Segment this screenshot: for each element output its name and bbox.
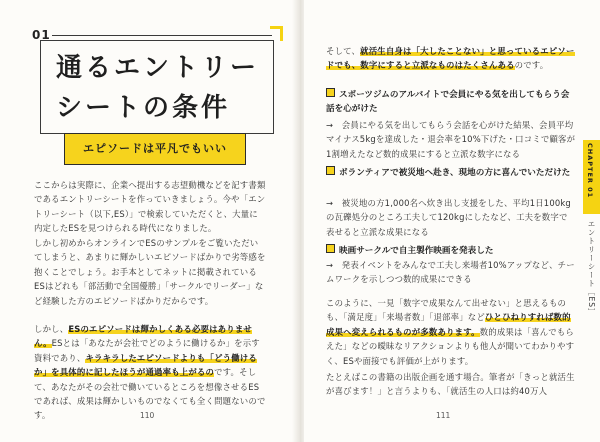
highlight-numbers: 就活生自身は「大したことない」と思っているエピソードでも、数字にすると立派なものはたくさんある [326, 46, 575, 71]
section-subhead: エピソードは平凡でもいい [64, 133, 246, 165]
chapter-side-label: エントリーシート［ES］ [587, 220, 596, 317]
highlight-how-you-work: キラキラしたエピソードよりも「どう働けるか」を具体的に記したほうが通過率も上がるの [34, 352, 257, 378]
point-1-body: → 会員にやる気を出してもらう会話を心がけた結果、会員平均マイナス5kgを達成した・退会率を10%下げた・口コミで顧客が1割増えたなど数的成果にすると立派な数字になる [326, 120, 576, 159]
page-number-left: 110 [140, 411, 155, 420]
right-paragraph-2: このように、一見「数字で成果なんて出せない」と思えるものも、「満足度」「来場者数」「退部率」などひとひねりすれば数的成果へ変えられるものが多数あります。数的成果は「喜んでもらえた」などの曖昧なリアクションよりも他人が聞いてわかりやすく、ESや面接でも評価が上がります。 [326, 298, 575, 366]
bullet-square-icon [326, 244, 335, 253]
point-2-body: → 被災地の方1,000名へ炊き出し支援をした、平均1日100kgの瓦礫処分のところ工夫して120kgにしたなど、工夫を数字で表せると立派な成果になる [326, 198, 571, 237]
page-number-right: 111 [436, 411, 451, 420]
title-rule [52, 35, 272, 36]
point-3-title: 映画サークルで自主製作映画を発表した [326, 244, 576, 258]
right-paragraph-3: たとえばこの書籍の出版企画を通す場合。筆者が「きっと就活生が喜びます！」と言うよりも、「就活生の人口は約40万人 [326, 372, 575, 397]
point-3-body: → 発表イベントをみんなで工夫し来場者10%アップなど、チームワークを示しつつ数的成果にできる [326, 260, 575, 285]
point-2-title: ボランティアで被災地へ赴き、現地の方に喜んでいただけた [326, 166, 576, 180]
title-corner-accent [270, 26, 283, 41]
right-paragraph-1: そして、就活生自身は「大したことない」と思っているエピソードでも、数字にすると立派なものはたくさんあるのです。 [326, 46, 575, 71]
left-paragraph-1: ここからは実際に、企業へ提出する志望動機などを記す書類であるエントリーシートを作っていきましょう。今や「エントリーシート（以下,ES）」で検索していただくと、大量に内定したESを見つけられる時代になりました。 [34, 180, 266, 234]
chapter-title [56, 48, 266, 128]
chapter-tab-label: CHAPTER 01 [586, 143, 594, 199]
bullet-square-icon [326, 88, 335, 97]
left-paragraph-2: しかし初めからオンラインでESのサンプルをご覧いただいてしまうと、あまりに輝かしいエピソードばかりで劣等感を抱くことでしょう。お手本としてネットに掲載されているESはどれも「部活動で全国優勝」「サークルでリーダー」など経験した方のエピソードばかりだからです。 [34, 238, 266, 306]
highlight-no-need-shiny: ESのエピソードは輝かしくある必要はありません。 [34, 324, 252, 349]
highlight-twist: ひとひねりすれば数的成果へ変えられるものが多数あります。 [326, 312, 571, 337]
bullet-square-icon [326, 166, 335, 175]
left-page [0, 0, 296, 442]
chapter-title-line2: シートの条件 [56, 93, 231, 123]
chapter-number: 01 [32, 28, 51, 42]
point-1-title: スポーツジムのアルバイトで会員にやる気を出してもらう会話を心がけた [326, 90, 570, 115]
chapter-title-line1: 通るエントリー [56, 53, 260, 83]
right-page [304, 0, 600, 442]
left-paragraph-3: しかし、ESのエピソードは輝かしくある必要はありません。ESとは「あなたが会社でどのように働けるか」を示す資料であり、キラキラしたエピソードよりも「どう働けるか」を具体的に記したほうが通過率も上がるのです。そして、あなたがその会社で働いているところを想像させるESであれば、成果は輝かしいものでなくても全く問題ないのです。 [34, 324, 266, 421]
